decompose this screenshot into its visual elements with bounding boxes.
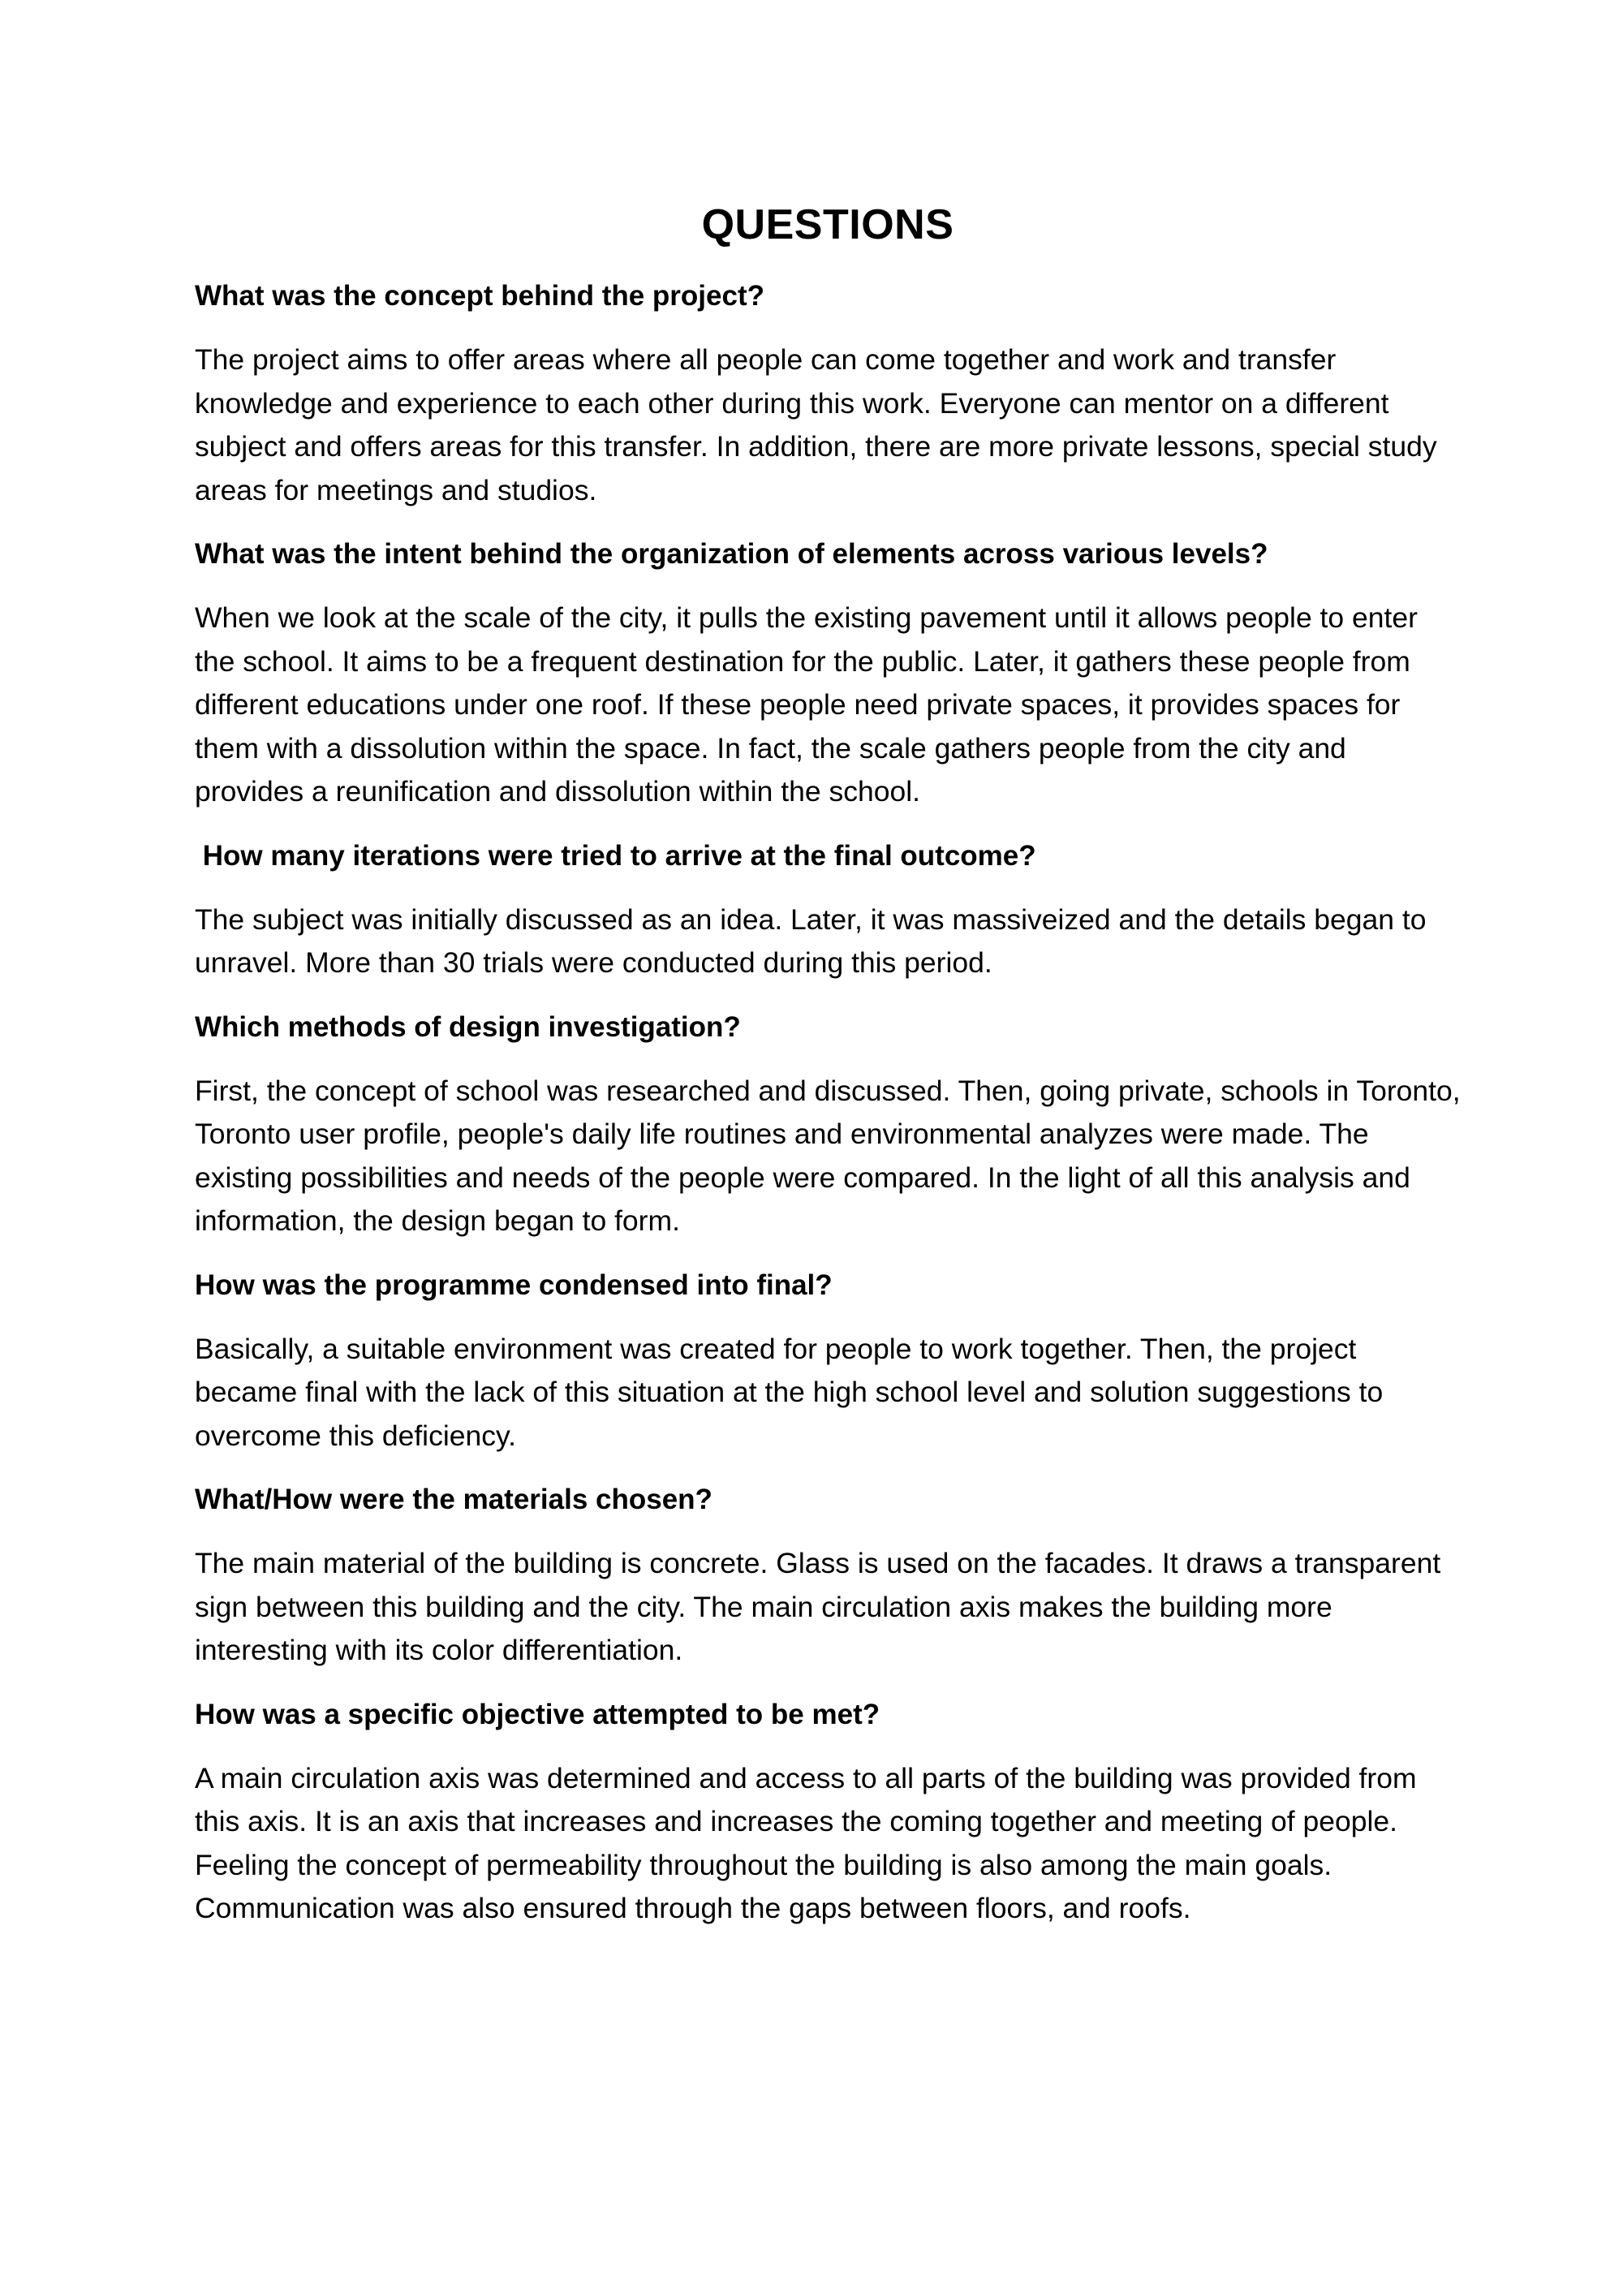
- question-1: What was the concept behind the project?: [195, 280, 764, 312]
- page-title: QUESTIONS: [701, 201, 954, 248]
- question-2: What was the intent behind the organization of elements across various levels?: [195, 538, 1268, 570]
- answer-6: The main material of the building is concrete. Glass is used on the facades. It draws a transparent sign between this building and the city. The main circulation axis makes the building more interesting with its color differentiation.: [195, 1547, 1441, 1666]
- question-3: How many iterations were tried to arrive at the final outcome?: [195, 839, 1036, 872]
- qa-item-5: [195, 1268, 1461, 1458]
- qa-item-1: [195, 278, 1461, 512]
- qa-item-2: [195, 536, 1461, 814]
- document-content: [195, 199, 1461, 1955]
- question-4: Which methods of design investigation?: [195, 1010, 741, 1043]
- qa-item-3: [195, 838, 1461, 985]
- answer-1: The project aims to offer areas where all people can come together and work and transfer knowledge and experience to each other during this work. Everyone can mentor on a different subject and offers areas for this transfer. In addition, there are more private lessons, special study areas for meetings and studios.: [195, 343, 1437, 506]
- question-7: How was a specific objective attempted to be met?: [195, 1698, 880, 1730]
- qa-item-7: [195, 1697, 1461, 1931]
- qa-item-6: [195, 1482, 1461, 1673]
- answer-2: When we look at the scale of the city, it pulls the existing pavement until it allows people to enter the school. It aims to be a frequent destination for the public. Later, it gathers these people from different educations under one roof. If these people need private spaces, it provides spaces for them with a dissolution within the space. In fact, the scale gathers people from the city and provides a reunification and dissolution within the school.: [195, 601, 1418, 808]
- qa-item-4: [195, 1010, 1461, 1243]
- question-6: What/How were the materials chosen?: [195, 1484, 712, 1515]
- answer-7: A main circulation axis was determined and access to all parts of the building was provided from this axis. It is an axis that increases and increases the coming together and meeting of people. Feeling the concept of permeability throughout the building is also among the main goals. Communication was also ensured through the gaps between floors, and roofs.: [195, 1761, 1417, 1924]
- answer-5: Basically, a suitable environment was created for people to work together. Then, the project became final with the lack of this situation at the high school level and solution suggestions to overcome this deficiency.: [195, 1332, 1384, 1452]
- question-5: How was the programme condensed into final?: [195, 1269, 833, 1301]
- answer-4: First, the concept of school was researched and discussed. Then, going private, schools in Toronto, Toronto user profile, people's daily life routines and environmental analyzes were made. The existing possibilities and needs of the people were compared. In the light of all this analysis and information, the design began to form.: [195, 1074, 1461, 1237]
- answer-3: The subject was initially discussed as an idea. Later, it was massiveized and the details began to unravel. More than 30 trials were conducted during this period.: [195, 902, 1427, 979]
